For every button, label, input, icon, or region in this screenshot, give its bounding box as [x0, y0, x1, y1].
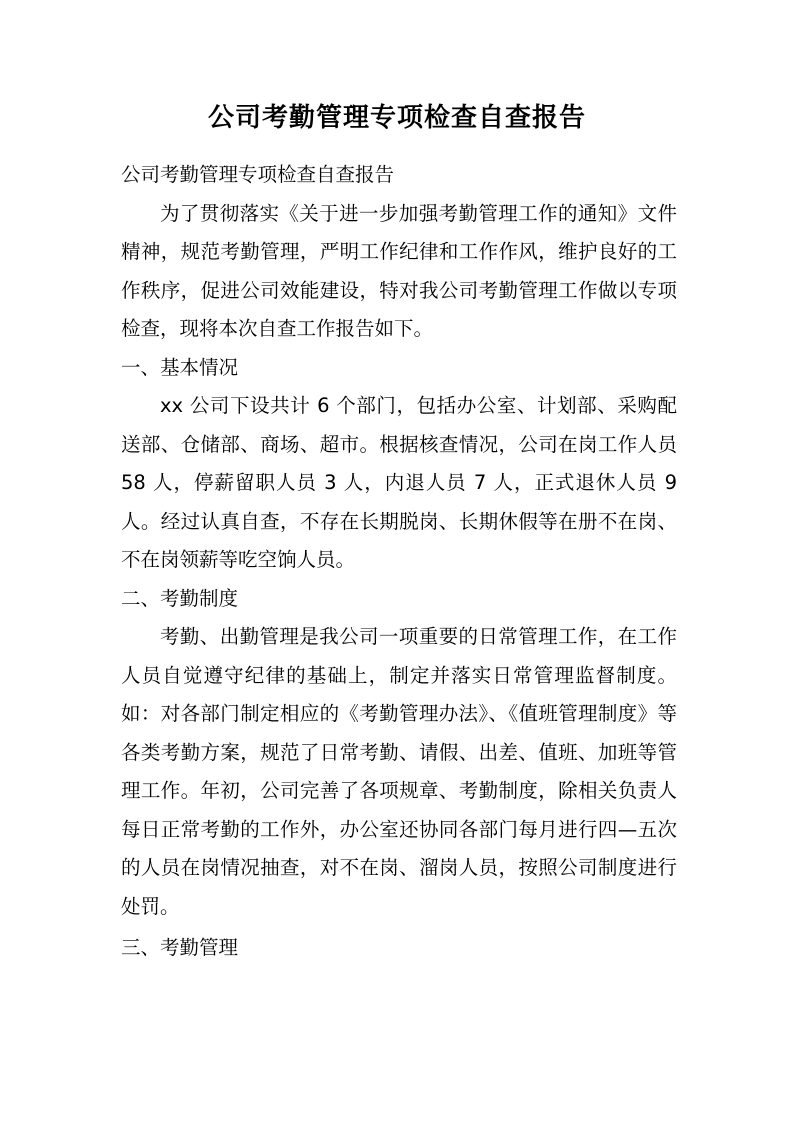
- section-body-attendance-system: 考勤、出勤管理是我公司一项重要的日常管理工作，在工作人员自觉遵守纪律的基础上，制定并落实日常管理监督制度。如：对各部门制定相应的《考勤管理办法》、《值班管理制度》等各类考勤方案，规范了日常考勤、请假、出差、值班、加班等管理工作。年初，公司完善了各项规章、考勤制度，除相关负责人每日正常考勤的工作外，办公室还协同各部门每月进行四—五次的人员在岗情况抽查，对不在岗、溜岗人员，按照公司制度进行处罚。: [121, 625, 677, 918]
- document-subtitle: 公司考勤管理专项检查自查报告: [121, 163, 395, 186]
- section-heading-attendance-management: 三、考勤管理: [121, 936, 239, 959]
- section-body-basic-info: xx 公司下设共计 6 个部门，包括办公室、计划部、采购配送部、仓储部、商场、超市。根据核查情况，公司在岗工作人员 58 人，停薪留职人员 3 人，内退人员 7 人，正式退休人员 9 人。经过认真自查，不存在长期脱岗、长期休假等在册不在岗、不在岗领薪等吃空饷人员。: [121, 394, 677, 571]
- section-heading-attendance-system: 二、考勤制度: [121, 586, 239, 610]
- intro-paragraph: 为了贯彻落实《关于进一步加强考勤管理工作的通知》文件精神，规范考勤管理，严明工作纪律和工作作风，维护良好的工作秩序，促进公司效能建设，特对我公司考勤管理工作做以专项检查，现将本次自查工作报告如下。: [121, 201, 677, 340]
- section-heading-basic-info: 一、基本情况: [121, 355, 239, 379]
- document-title: 公司考勤管理专项检查自查报告: [207, 103, 586, 133]
- document-body: [121, 156, 677, 968]
